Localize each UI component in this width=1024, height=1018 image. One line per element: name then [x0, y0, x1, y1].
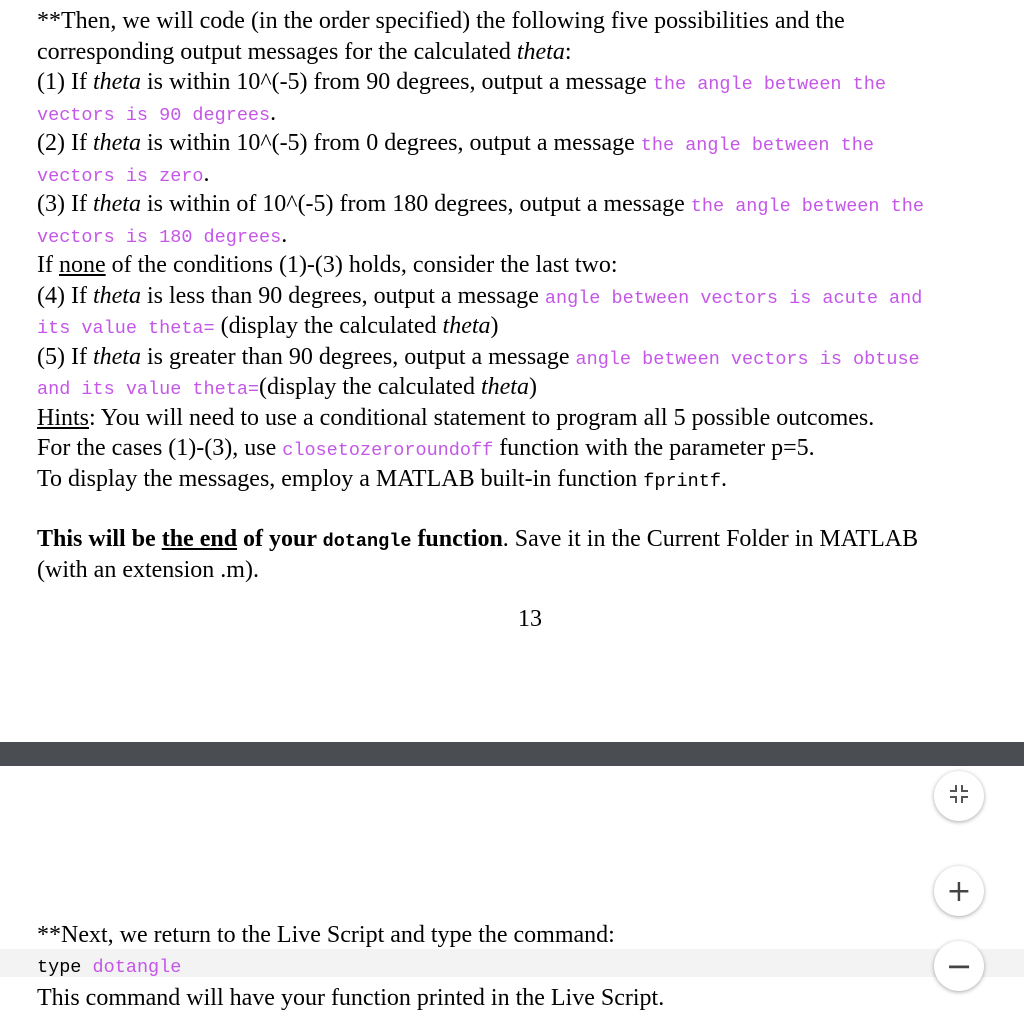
text-segment: :: [564, 38, 572, 65]
text-line: [37, 67, 1022, 98]
text-segment: If: [37, 252, 59, 278]
text-line: [37, 98, 1022, 129]
text-segment: is less than 90 degrees, output a message: [140, 282, 545, 309]
next-step-line: **Next, we return to the Live Script and type the command:: [37, 922, 615, 948]
text-segment: and its value theta=: [37, 379, 260, 400]
text-line: [37, 37, 1022, 68]
text-segment: .: [270, 99, 277, 126]
text-segment: (1) If: [37, 69, 93, 95]
text-line: [37, 159, 1022, 190]
text-segment: theta: [516, 38, 565, 65]
text-line: [37, 464, 1022, 495]
text-segment: angle between vectors is acute and: [544, 287, 923, 309]
text-segment: (display the calculated: [214, 313, 443, 339]
text-segment: fprintf: [643, 470, 721, 492]
text-segment: function with the parameter p=5.: [493, 435, 815, 461]
text-segment: To display the messages, employ a MATLAB built-in function: [37, 465, 644, 492]
page-number: 13: [518, 606, 542, 632]
text-line: [37, 494, 1022, 524]
text-segment: theta: [92, 130, 141, 156]
zoom-out-button[interactable]: [934, 941, 984, 991]
text-segment: : You will need to use a conditional statement to program all 5 possible outcomes.: [89, 404, 875, 431]
text-segment: (with an extension .m).: [37, 556, 259, 583]
instructions-text: [37, 6, 1022, 585]
text-segment: . Save it in the Current Folder in MATLAB: [502, 526, 919, 552]
text-segment: (3) If: [37, 191, 93, 217]
text-segment: vectors is zero: [37, 165, 204, 187]
text-segment: (2) If: [37, 130, 93, 156]
next-page-text: [37, 920, 664, 1013]
text-segment: is greater than 90 degrees, output a message: [140, 343, 576, 370]
text-segment: ): [490, 313, 499, 339]
text-segment: of the conditions (1)-(3) holds, consider the last two:: [105, 252, 618, 278]
text-segment: theta: [92, 343, 141, 370]
text-segment: **Then, we will code (in the order specified) the following five possibilities and the: [37, 8, 845, 34]
text-line: [37, 128, 1022, 159]
text-segment: corresponding output messages for the calculated: [37, 38, 517, 65]
text-segment: function: [411, 526, 503, 552]
text-line: [37, 311, 1022, 342]
text-segment: vectors is 180 degrees: [37, 226, 282, 248]
fit-to-page-icon: [948, 783, 970, 809]
text-segment: theta: [92, 69, 141, 95]
text-segment: .: [281, 221, 288, 248]
text-segment: closetozeroroundoff: [282, 440, 494, 461]
text-segment: its value theta=: [37, 318, 215, 339]
command-description: This command will have your function printed in the Live Script.: [37, 985, 665, 1011]
text-segment: theta: [92, 191, 141, 217]
text-segment: This will be: [37, 526, 162, 552]
text-segment: theta: [92, 282, 141, 309]
text-segment: For the cases (1)-(3), use: [37, 435, 283, 461]
text-segment: the angle between the: [652, 74, 886, 95]
command-keyword: type: [37, 957, 82, 978]
text-line: [37, 342, 1022, 373]
text-segment: theta: [480, 374, 529, 400]
text-line: [37, 6, 1022, 37]
plus-icon: +: [946, 873, 972, 909]
page-divider: [0, 742, 1024, 766]
command-line: [37, 950, 664, 983]
text-line: [37, 189, 1022, 220]
text-segment: ): [528, 374, 537, 400]
text-line: [37, 281, 1022, 312]
text-segment: is within of 10^(-5) from 180 degrees, output a message: [140, 191, 691, 217]
text-line: [37, 372, 1022, 403]
fit-to-page-button[interactable]: [934, 771, 984, 821]
text-segment: .: [720, 465, 727, 492]
command-argument: dotangle: [92, 957, 182, 978]
text-segment: of your: [237, 526, 323, 552]
text-segment: none: [58, 252, 106, 278]
text-segment: the angle between the: [690, 196, 924, 217]
text-segment: .: [203, 160, 210, 187]
text-line: [37, 403, 1022, 434]
text-segment: (display the calculated: [259, 374, 481, 400]
text-line: [37, 250, 1022, 281]
text-segment: Hints: [37, 404, 90, 431]
zoom-in-button[interactable]: [934, 866, 984, 916]
text-line: [37, 220, 1022, 251]
text-segment: is within 10^(-5) from 90 degrees, output a message: [140, 69, 653, 95]
text-line: [37, 555, 1022, 586]
text-segment: vectors is 90 degrees: [37, 104, 271, 126]
text-segment: theta: [442, 313, 491, 339]
text-segment: (4) If: [37, 282, 93, 309]
minus-icon: −: [945, 947, 973, 985]
text-segment: (5) If: [37, 343, 93, 370]
text-line: [37, 433, 1022, 464]
text-segment: is within 10^(-5) from 0 degrees, output a message: [140, 130, 641, 156]
text-line: [37, 524, 1022, 555]
text-segment: dotangle: [322, 531, 412, 552]
text-segment: the angle between the: [640, 135, 874, 156]
text-segment: angle between vectors is obtuse: [575, 348, 920, 370]
text-segment: the end: [161, 526, 238, 552]
